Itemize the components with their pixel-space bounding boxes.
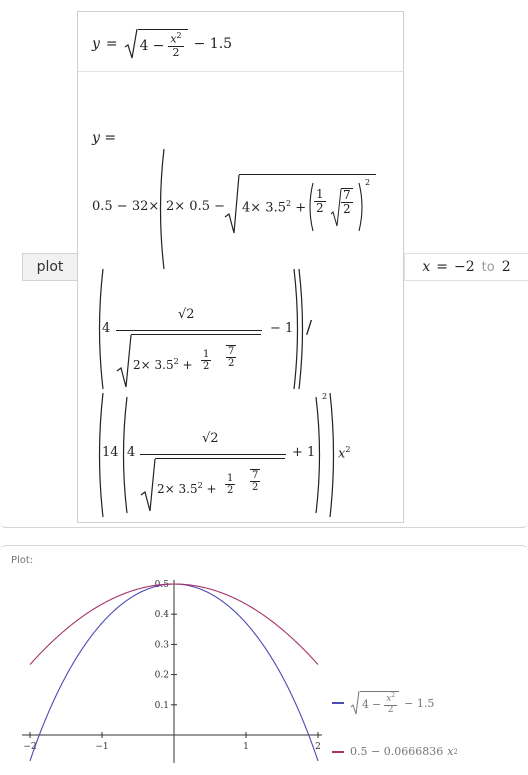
sqrt-sign-icon: [124, 28, 138, 60]
x-tick-label: 2: [315, 742, 321, 752]
range-variable: x: [422, 259, 431, 275]
range-field[interactable]: [404, 253, 528, 281]
x-squared: $x^2$: [338, 445, 351, 462]
seven-half-fraction: $\frac{7}{2}$: [252, 470, 259, 493]
range-to-word: to: [481, 259, 495, 275]
legend-tail: − 1.5: [404, 696, 435, 710]
denominator-radicand: $2\times 3.5^2$ +: [157, 481, 217, 496]
seven-half-fraction: $\frac{7}{2}$: [343, 188, 351, 217]
legend-exponent: 2: [453, 747, 458, 756]
half-fraction: $\frac{1}{2}$: [316, 187, 324, 216]
equation-input-row[interactable]: [78, 12, 403, 72]
minus-one: − 1: [270, 321, 294, 336]
expansion-radicand: $4\times 3.5^2$ +: [242, 199, 307, 216]
y-tick-label: 0.5: [154, 580, 169, 590]
sqrt2-numerator: √2: [202, 431, 219, 446]
equation-denominator: 2: [172, 45, 180, 59]
legend-item-2: [332, 745, 458, 758]
sqrt-sign-icon: [350, 690, 360, 716]
equation-lhs: y: [92, 36, 100, 52]
division-slash: /: [306, 317, 313, 338]
plot-chart: [0, 546, 528, 775]
legend-swatch: [332, 751, 344, 753]
sqrt-bar: [155, 458, 285, 459]
right-paren: [358, 182, 366, 232]
legend-swatch: [332, 702, 344, 704]
equation-equals: =: [105, 36, 118, 52]
x-tick-label: −1: [95, 742, 109, 752]
y-tick-label: 0.1: [154, 700, 169, 711]
factor-four: 4: [127, 445, 136, 460]
plot-pod: [0, 545, 528, 774]
equation-minus: −: [152, 37, 165, 54]
right-paren: [292, 268, 306, 390]
plus-one: + 1: [292, 445, 316, 460]
equation-tail: − 1.5: [193, 36, 233, 52]
y-tick-label: 0.2: [154, 670, 169, 681]
sqrt2-numerator: √2: [178, 307, 195, 322]
sqrt-sign-icon: [116, 333, 132, 389]
equation-exponent: 2: [176, 31, 182, 41]
factor-fourteen: 14: [102, 445, 119, 460]
range-equals: =: [436, 259, 448, 275]
big-left-paren: [156, 148, 166, 270]
y-tick-label: 0.4: [154, 610, 169, 621]
range-to: 2: [501, 259, 511, 275]
range-from: −2: [454, 259, 475, 275]
fraction-bar: [116, 330, 262, 331]
seven-half-fraction: $\frac{7}{2}$: [228, 346, 235, 369]
sqrt-bar: [131, 334, 261, 335]
equation-four: 4: [139, 37, 149, 54]
left-paren: [306, 182, 314, 232]
x-tick-label: −2: [23, 742, 37, 752]
equation-x: x: [170, 32, 177, 46]
legend-x: x: [447, 745, 454, 758]
equation-fraction: [168, 32, 183, 59]
legend-radicand: 4 − $\frac{x^2}{2}$: [360, 691, 399, 716]
legend-label: 0.5 − 0.0666836: [350, 745, 444, 758]
sqrt-sign-icon: [140, 457, 156, 513]
equation-input: [92, 28, 232, 60]
y-tick-label: 0.3: [154, 640, 169, 651]
formula-editor[interactable]: [77, 11, 404, 523]
plot-button[interactable]: plot: [22, 253, 78, 281]
half-fraction: $\frac{1}{2}$: [227, 473, 234, 496]
expansion-lhs: y =: [92, 130, 117, 146]
denominator-radicand: $2\times 3.5^2$ +: [133, 357, 193, 372]
expansion-term: 2× 0.5 −: [166, 199, 225, 214]
sqrt-bar: [239, 174, 376, 175]
plot-label: Plot:: [11, 555, 34, 566]
square-exponent: 2: [365, 178, 371, 187]
fraction-bar: [140, 454, 286, 455]
equation-radicand: [138, 29, 188, 59]
square-exponent: 2: [322, 392, 328, 401]
right-paren: [314, 396, 324, 514]
expansion-coefficient: 0.5 − 32×: [92, 199, 160, 214]
factor-four: 4: [102, 321, 111, 336]
legend-item-1: [332, 690, 434, 716]
right-paren: [328, 392, 338, 518]
sqrt-sign-icon: [224, 173, 240, 235]
half-fraction: $\frac{1}{2}$: [203, 349, 210, 372]
x-tick-label: 1: [243, 742, 249, 752]
